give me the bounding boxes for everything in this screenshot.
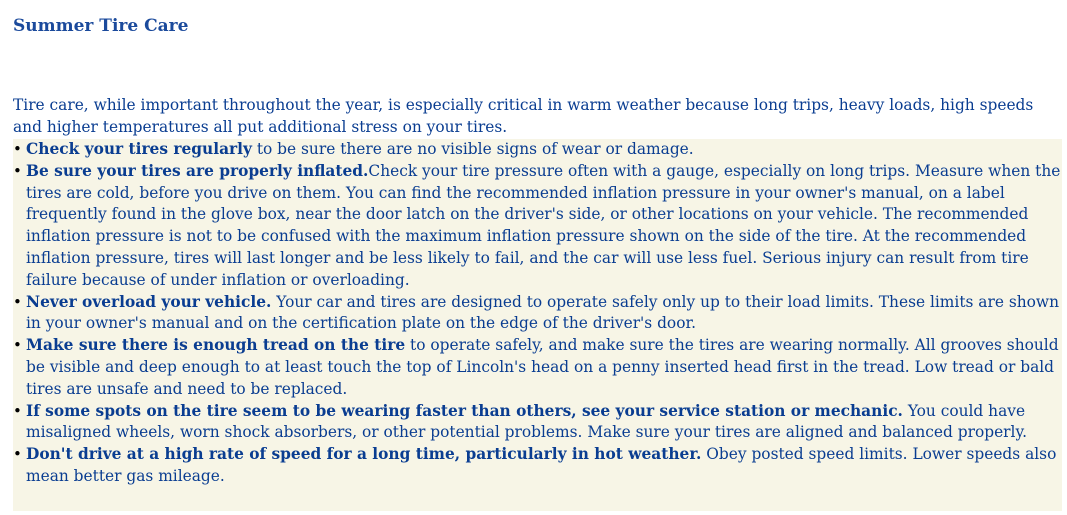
bullet-icon: •: [13, 292, 22, 311]
tip-text: to operate safely, and make sure the tires are wearing normally. All grooves should be visible and deep enough to at least touch the top of Lincoln's head on a penny inserted head first in the tread. Low tread or bald tires are unsafe and need to be replaced.: [26, 336, 1059, 398]
list-item: [13, 161, 1062, 292]
tip-heading: Make sure there is enough tread on the tire: [26, 336, 406, 355]
tip-text: Obey posted speed limits. Lower speeds also mean better gas mileage.: [26, 445, 1057, 485]
tip-text: Your car and tires are designed to operate safely only up to their load limits. These limits are shown in your owner's manual and on the certification plate on the edge of the driver's door.: [26, 292, 1059, 333]
intro-paragraph: Tire care, while important throughout the year, is especially critical in warm weather because long trips, heavy loads, high speeds and higher temperatures all put additional stress on your tires.: [13, 96, 1034, 136]
page-title: Summer Tire Care: [13, 16, 189, 36]
tip-heading: Be sure your tires are properly inflated.: [26, 161, 369, 180]
bullet-icon: •: [13, 445, 22, 464]
list-item: [13, 335, 1062, 400]
list-item: [13, 292, 1062, 336]
list-item: [13, 139, 1062, 161]
bullet-icon: •: [13, 140, 22, 158]
bullet-icon: •: [13, 161, 22, 180]
bullet-icon: •: [13, 336, 22, 355]
tip-heading: If some spots on the tire seem to be wearing faster than others, see your service station or mechanic.: [26, 401, 903, 420]
tips-list: [13, 139, 1062, 511]
bullet-icon: •: [13, 401, 22, 420]
tip-text: You could have misaligned wheels, worn shock absorbers, or other potential problems. Make sure your tires are aligned and balanced properly.: [26, 401, 1027, 442]
tip-heading: Check your tires regularly: [26, 140, 252, 158]
tip-heading: Never overload your vehicle.: [26, 292, 272, 311]
tip-heading: Don't drive at a high rate of speed for a long time, particularly in hot weather.: [26, 445, 702, 464]
list-item: [13, 444, 1062, 488]
tip-text: Check your tire pressure often with a gauge, especially on long trips. Measure when the tires are cold, before you drive on them. You can find the recommended inflation pressure in your owner's manual, on a label frequently found in the glove box, near the door latch on the driver's side, or other locations on your vehicle. The recommended inflation pressure is not to be confused with the maximum inflation pressure shown on the side of the tire. At the recommended inflation pressure, tires will last longer and be less likely to fail, and the car will use less fuel. Serious injury can result from tire failure because of under inflation or overloading.: [26, 161, 1061, 289]
tip-text: to be sure there are no visible signs of wear or damage.: [251, 140, 694, 158]
list-item: [13, 401, 1062, 445]
